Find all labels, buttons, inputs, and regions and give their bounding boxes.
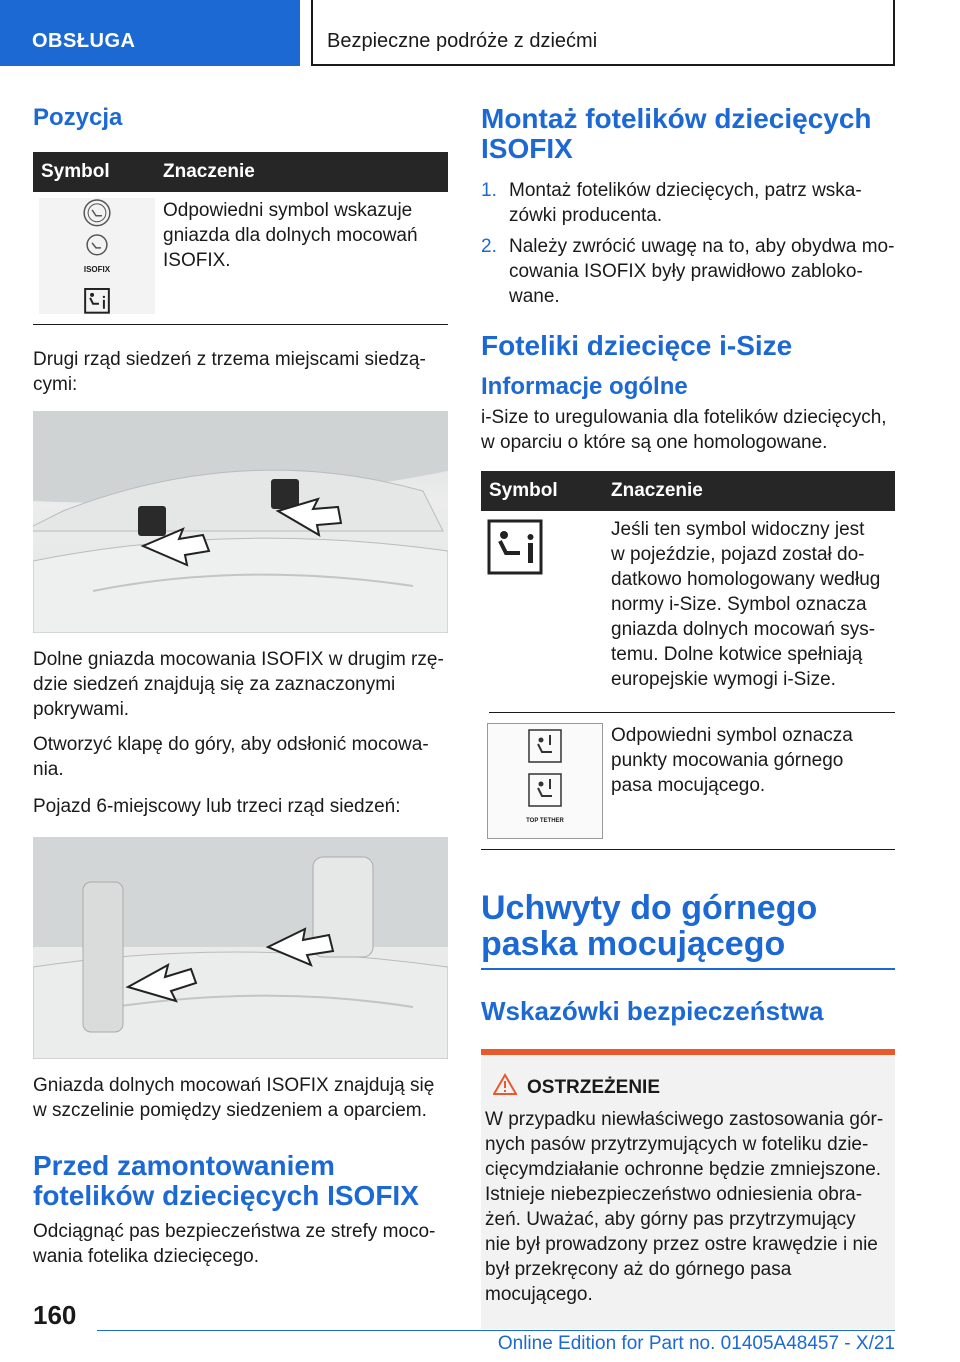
right-column <box>481 100 895 1329</box>
table-header-symbol: Symbol <box>481 471 603 511</box>
caption-3: Pojazd 6-miejscowy lub trzeci rząd siedzeń: <box>33 796 401 817</box>
warning-triangle-icon <box>493 1073 517 1095</box>
warning-box <box>481 1049 895 1329</box>
left-column <box>33 100 448 1269</box>
table-divider <box>481 849 895 850</box>
top-tether-icon <box>528 773 562 807</box>
isize-seat-icon <box>84 288 110 314</box>
page-title: Bezpieczne podróże z dziećmi <box>311 0 895 66</box>
list-item: 2. Należy zwrócić uwagę na to, aby obydwa mocowania ISOFIX były prawidłowo zablokowane. <box>481 236 895 307</box>
second-row-seat-photo <box>33 411 448 633</box>
caption-4: Gniazda dolnych mocowań ISOFIX znajdują się w szczelinie pomiędzy siedzeniem a oparciem. <box>33 1075 435 1121</box>
isofix-circle-icon <box>82 234 112 258</box>
isofix-symbol-meaning: Odpowiedni symbol wskazuje gniazda dla dolnych mocowań ISOFIX. <box>163 200 418 271</box>
info-text: i-Size to uregulowania dla fotelików dziecięcych, w oparciu o które są one homologowane. <box>481 407 887 453</box>
isofix-symbol-table <box>33 152 448 314</box>
heading-rule <box>481 968 895 970</box>
przed-text: Odciągnąć pas bezpieczeństwa ze strefy mocowania fotelika dziecięcego. <box>33 1221 436 1267</box>
uchwyty-heading: Uchwyty do górnego paska mocującego <box>481 889 818 963</box>
child-seat-icon <box>82 198 112 228</box>
list-item: 1. Montaż fotelików dziecięcych, patrz wskazówki producenta. <box>481 180 862 226</box>
second-row-text: Drugi rząd siedzeń z trzema miejscami siedzącymi: <box>33 349 426 395</box>
table-divider <box>33 324 448 325</box>
top-tether-icon <box>528 729 562 763</box>
isize-symbol-meaning: Jeśli ten symbol widoczny jest w pojeździe, pojazd został dodatkowo homologowany według normy i-Size. Symbol oznacza gniazda dolnych mocowań systemu. Dolne kotwice spełniają europejskie wymogi i-Size. <box>611 519 881 690</box>
table-header-meaning: Znaczenie <box>603 471 895 511</box>
wskazowki-heading: Wskazówki bezpieczeństwa <box>481 996 824 1026</box>
top-tether-symbols <box>487 723 603 839</box>
page-number: 160 <box>33 1300 77 1330</box>
caption-2: Otworzyć klapę do góry, aby odsłonić mocowania. <box>33 734 429 780</box>
table-header-meaning: Znaczenie <box>155 152 448 192</box>
warning-text: W przypadku niewłaściwego zastosowania górnych pasów przytrzymujących w foteliku dziecięcymdziałanie ochronne będzie zmniejszone. Istnieje niebezpieczeństwo odniesienia obrażeń. Uważać, aby górny pas przytrzymujący nie był prowadzony przez ostre krawędzie i nie był przekręcony aż do górnego pasa mocującego. <box>485 1109 884 1305</box>
edition-text: Online Edition for Part no. 01405A48457 - X/21 <box>497 1333 895 1354</box>
top-tether-label: TOP TETHER <box>526 817 564 824</box>
isofix-symbols <box>39 198 155 314</box>
przed-heading: Przed zamontowaniem fotelików dziecięcych ISOFIX <box>33 1150 419 1211</box>
table-header-symbol: Symbol <box>33 152 155 192</box>
caption-1: Dolne gniazda mocowania ISOFIX w drugim rzędzie siedzeń znajdują się za zaznaczonymi pokrywami. <box>33 649 444 720</box>
montaz-steps <box>481 178 895 309</box>
top-tether-meaning: Odpowiedni symbol oznacza punkty mocowania górnego pasa mocującego. <box>611 725 853 796</box>
isize-symbol-table <box>481 471 895 839</box>
pozycja-heading: Pozycja <box>33 104 123 131</box>
montaz-heading: Montaż fotelików dziecięcych ISOFIX <box>481 103 872 164</box>
warning-title: OSTRZEŻENIE <box>527 1077 661 1098</box>
isize-heading: Foteliki dziecięce i-Size <box>481 330 793 361</box>
third-row-seat-photo <box>33 837 448 1059</box>
footer-rule <box>97 1330 895 1331</box>
table-row <box>481 511 895 692</box>
table-row <box>481 713 895 839</box>
section-tab: OBSŁUGA <box>0 0 300 66</box>
table-row <box>33 192 448 314</box>
isofix-icon-label: ISOFIX <box>83 265 111 275</box>
info-heading: Informacje ogólne <box>481 373 688 400</box>
isize-seat-icon <box>487 519 543 575</box>
